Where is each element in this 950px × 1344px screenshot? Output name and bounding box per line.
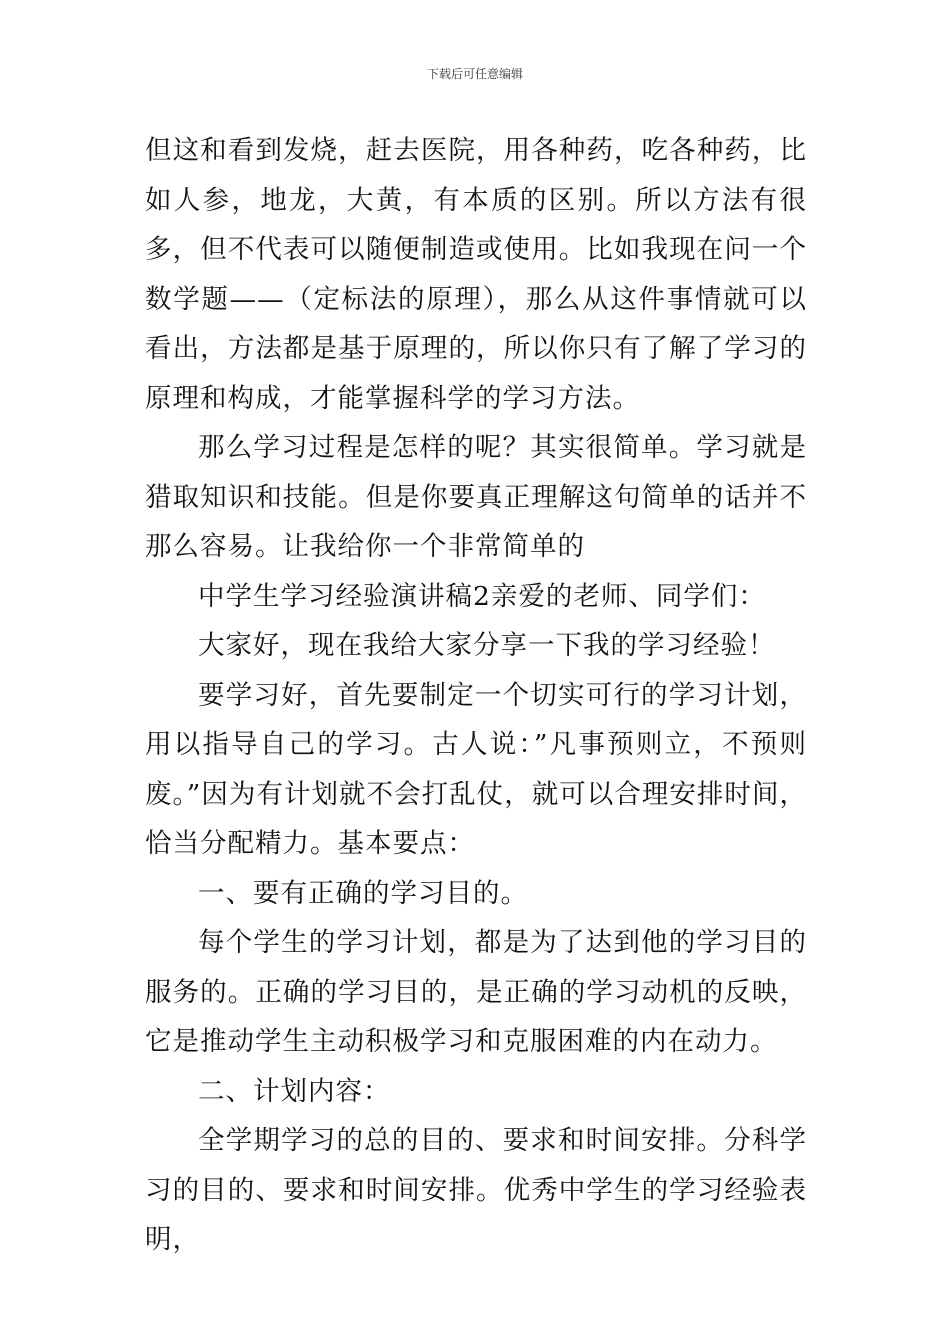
paragraph-6: 一、要有正确的学习目的。 [198, 877, 528, 909]
paragraph-9: 全学期学习的总的目的、要求和时间安排。分科学习的目的、要求和时间安排。优秀中学生的学习经验表明， [145, 1125, 807, 1255]
paragraph-1: 但这和看到发烧，赶去医院，用各种药，吃各种药，比如人参，地龙，大黄，有本质的区别。所以方法有很多，但不代表可以随便制造或使用。比如我现在问一个数学题——（定标法的原理），那么从这件事情就可以看出，方法都是基于原理的，所以你只有了解了学习的原理和构成，才能掌握科学的学习方法。 [145, 135, 807, 414]
paragraph-7: 每个学生的学习计划，都是为了达到他的学习目的服务的。正确的学习目的，是正确的学习动机的反映，它是推动学生主动积极学习和克服困难的内在动力。 [145, 927, 807, 1057]
paragraph-4: 大家好，现在我给大家分享一下我的学习经验！ [198, 630, 776, 661]
paragraph-5: 要学习好，首先要制定一个切实可行的学习计划，用以指导自己的学习。古人说：”凡事预则立，不预则废。”因为有计划就不会打乱仗，就可以合理安排时间，恰当分配精力。基本要点： [145, 679, 807, 859]
paragraph-8: 二、计划内容： [198, 1075, 391, 1107]
paragraph-3: 中学生学习经验演讲稿2亲爱的老师、同学们： [198, 580, 766, 612]
document-body [145, 126, 807, 1265]
paragraph-2: 那么学习过程是怎样的呢？其实很简单。学习就是猎取知识和技能。但是你要真正理解这句简单的话并不那么容易。让我给你一个非常简单的 [145, 432, 807, 562]
page-header: 下载后可任意编辑 [426, 67, 523, 81]
